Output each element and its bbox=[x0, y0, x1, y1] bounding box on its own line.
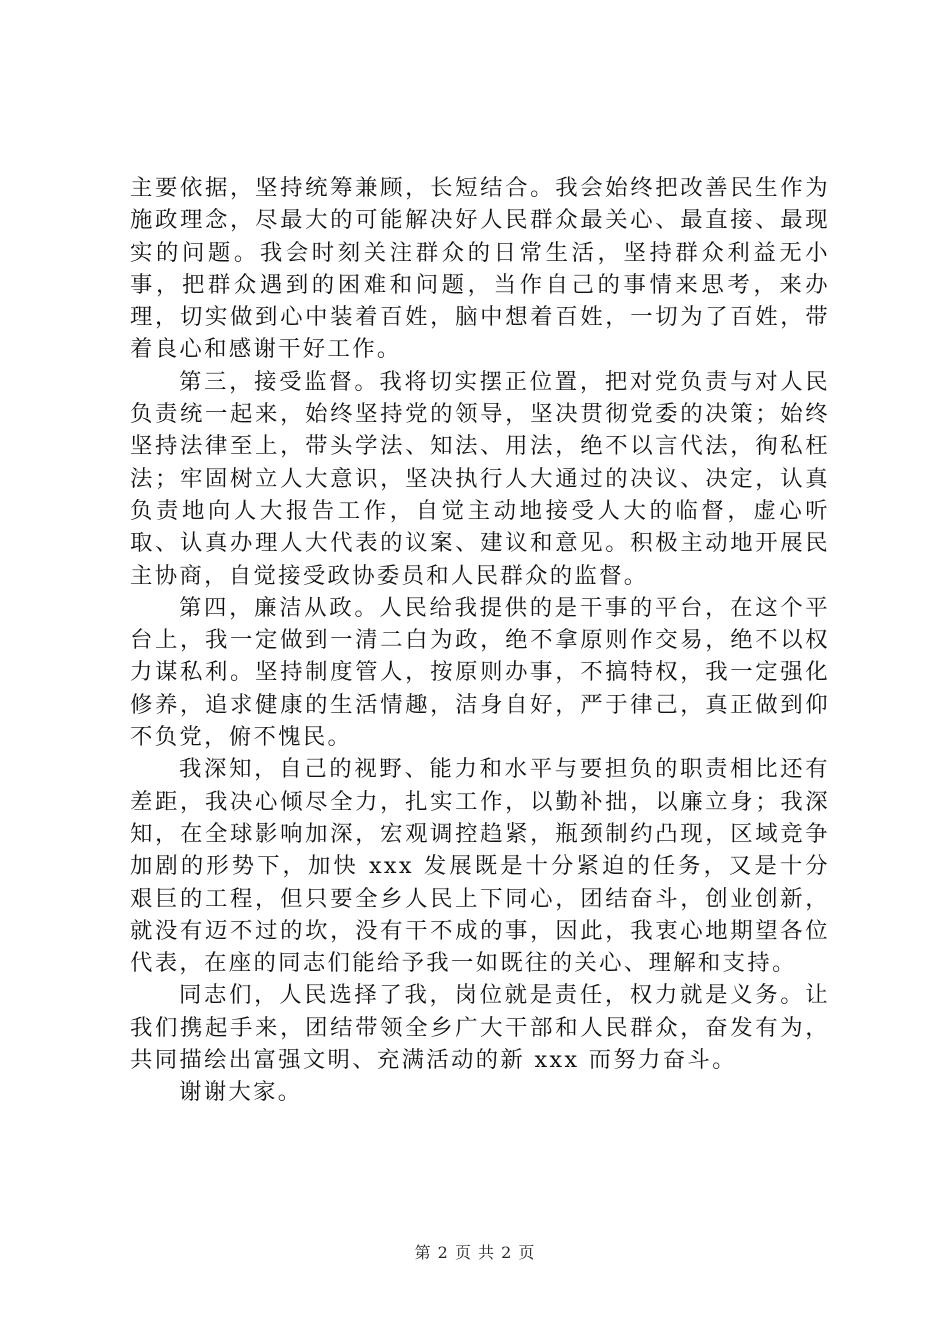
paragraph-2: 第三，接受监督。我将切实摆正位置，把对党负责与对人民负责统一起来，始终坚持党的领导，坚决贯彻党委的决策；始终坚持法律至上，带头学法、知法、用法，绝不以言代法，徇私枉法；牢固树立人大意识，坚决执行人大通过的决议、决定，认真负责地向人大报告工作，自觉主动地接受人大的临督，虚心听取、认真办理人大代表的议案、建议和意见。积极主动地开展民主协商，自觉接受政协委员和人民群众的监督。 bbox=[130, 368, 830, 589]
paragraph-4: 我深知，自己的视野、能力和水平与要担负的职责相比还有差距，我决心倾尽全力，扎实工作，以勤补拙，以廉立身；我深知，在全球影响加深，宏观调控趋紧，瓶颈制约凸现，区域竞争加剧的形势下，加快 xxx 发展既是十分紧迫的任务，又是十分艰巨的工程，但只要全乡人民上下同心，团结奋斗，创业创新，就没有迈不过的坎，没有干不成的事，因此，我衷心地期望各位代表，在座的同志们能给予我一如既往的关心、理解和支持。 bbox=[130, 756, 830, 977]
paragraph-5: 同志们，人民选择了我，岗位就是责任，权力就是义务。让我们携起手来，团结带领全乡广大干部和人民群众，奋发有为，共同描绘出富强文明、充满活动的新 xxx 而努力奋斗。 bbox=[130, 982, 830, 1074]
paragraph-3: 第四，廉洁从政。人民给我提供的是干事的平台，在这个平台上，我一定做到一清二白为政，绝不拿原则作交易，绝不以权力谋私利。坚持制度管人，按原则办事，不搞特权，我一定强化修养，追求健康的生活情趣，洁身自好，严于律己，真正做到仰不负党，俯不愧民。 bbox=[130, 594, 830, 751]
page-footer: 第 2 页 共 2 页 bbox=[414, 1243, 536, 1262]
paragraph-1: 主要依据，坚持统筹兼顾，长短结合。我会始终把改善民生作为施政理念，尽最大的可能解决好人民群众最关心、最直接、最现实的问题。我会时刻关注群众的日常生活，坚持群众利益无小事，把群众遇到的困难和问题，当作自己的事情来思考，来办理，切实做到心中装着百姓，脑中想着百姓，一切为了百姓，带着良心和感谢干好工作。 bbox=[130, 175, 830, 363]
paragraph-6: 谢谢大家。 bbox=[179, 1079, 303, 1106]
document-body bbox=[130, 172, 830, 1109]
